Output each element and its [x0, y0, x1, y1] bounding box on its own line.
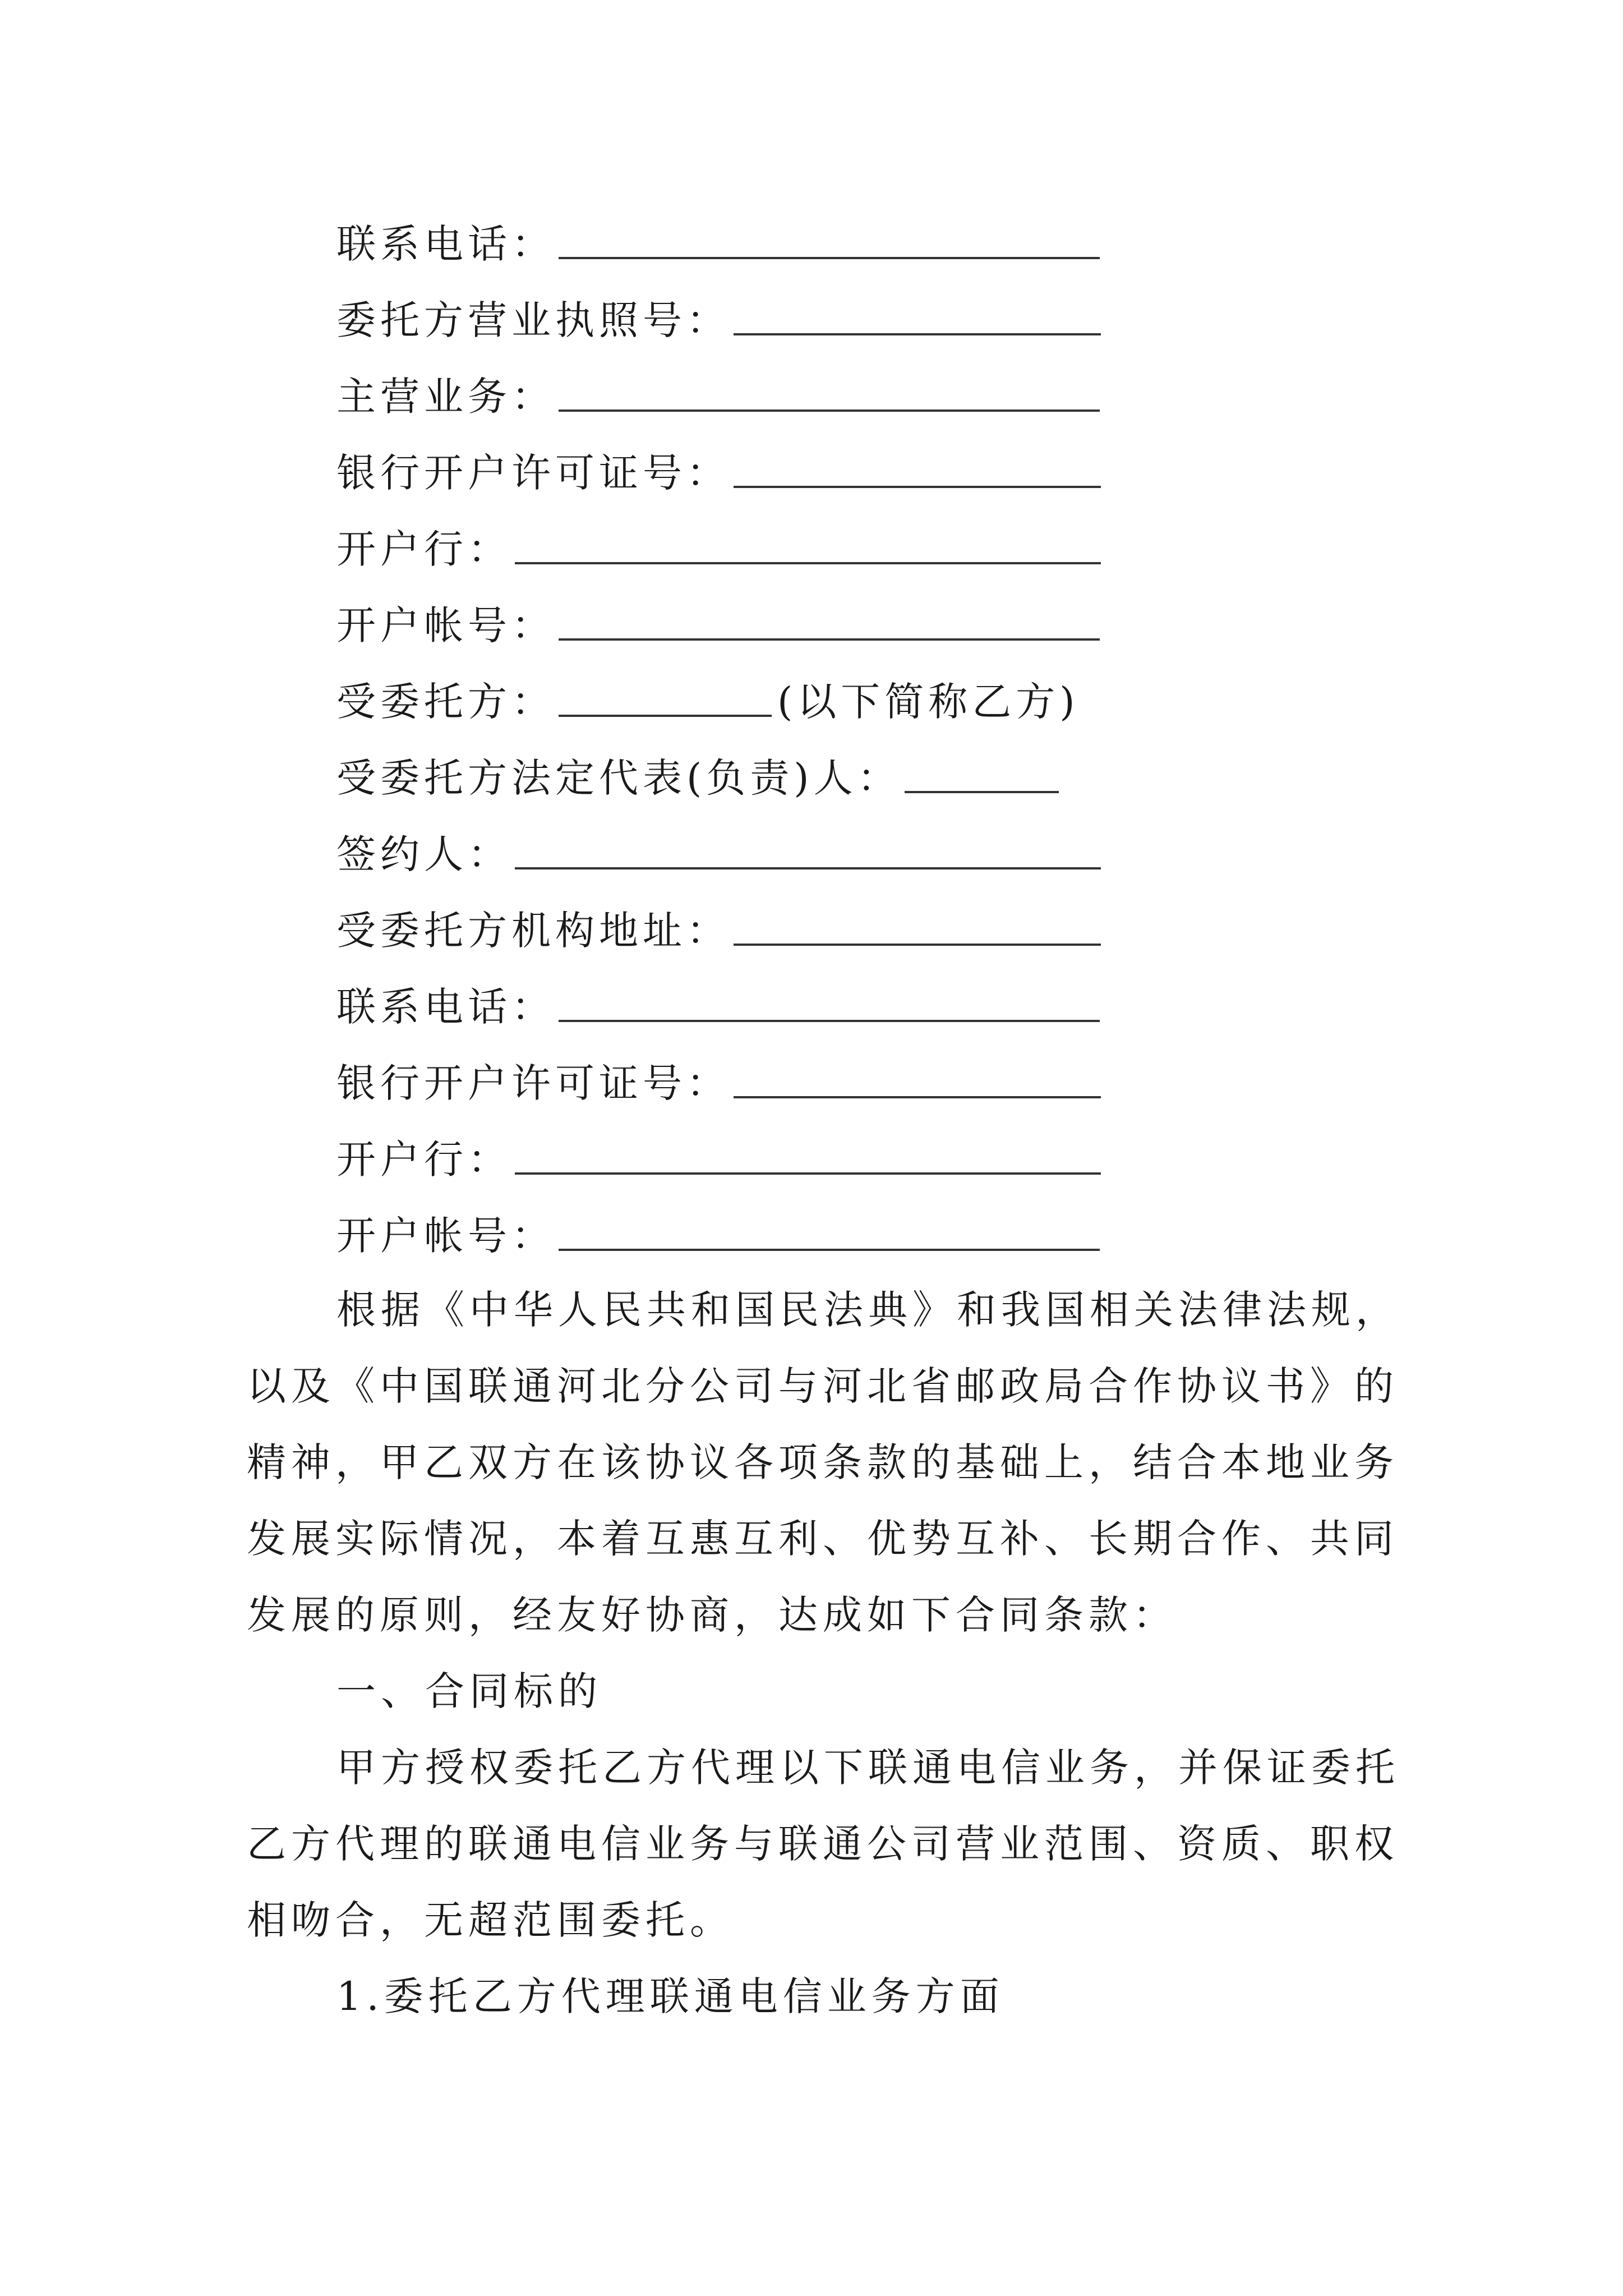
field-label: 联系电话： — [336, 984, 555, 1030]
fill-in-blank[interactable] — [559, 406, 1100, 412]
party-b-phone-field — [336, 970, 1100, 1030]
party-a-bank-permit-field — [336, 436, 1101, 496]
party-b-header-field — [336, 665, 1080, 725]
fill-in-blank[interactable] — [734, 940, 1101, 946]
fill-in-blank[interactable] — [515, 864, 1101, 869]
party-a-license-field — [336, 284, 1101, 343]
field-label: 受委托方： — [336, 679, 555, 725]
party-b-bank-field — [336, 1123, 1101, 1182]
field-label: 开户帐号： — [336, 602, 555, 648]
section-heading: 一、合同标的 — [336, 1668, 602, 1714]
fill-in-blank[interactable] — [559, 254, 1100, 259]
field-label: 签约人： — [336, 831, 511, 877]
section-body-line: 甲方授权委托乙方代理以下联通电信业务，并保证委托 — [336, 1745, 1400, 1791]
preamble-line: 以及《中国联通河北分公司与河北省邮政局合作协议书》的 — [247, 1363, 1399, 1409]
preamble-line: 发展实际情况，本着互惠互利、优势互补、长期合作、共同 — [247, 1516, 1399, 1562]
field-label: 开户帐号： — [336, 1213, 555, 1259]
field-label: 开户行： — [336, 526, 511, 572]
fill-in-blank[interactable] — [734, 330, 1101, 335]
field-label: 银行开户许可证号： — [336, 1060, 730, 1106]
preamble-line: 根据《中华人民共和国民法典》和我国相关法律法规， — [336, 1287, 1400, 1333]
party-b-signatory-field — [336, 818, 1101, 877]
fill-in-blank[interactable] — [734, 482, 1101, 488]
party-b-representative-field — [336, 742, 1059, 801]
field-label: 受委托方机构地址： — [336, 908, 730, 954]
party-a-account-field — [336, 589, 1100, 648]
party-a-phone-field — [336, 208, 1100, 267]
fill-in-blank[interactable] — [515, 1169, 1101, 1175]
field-label: 受委托方法定代表(负责)人： — [336, 755, 901, 801]
fill-in-blank[interactable] — [734, 1093, 1101, 1098]
fill-in-blank[interactable] — [559, 1016, 1100, 1022]
fill-in-blank[interactable] — [905, 788, 1059, 793]
party-b-account-field — [336, 1199, 1100, 1259]
preamble-line: 发展的原则，经友好协商，达成如下合同条款： — [247, 1592, 1177, 1638]
field-label: 委托方营业执照号： — [336, 297, 730, 343]
field-label: 开户行： — [336, 1137, 511, 1182]
party-b-address-field — [336, 894, 1101, 954]
party-b-alias: (以下简称乙方) — [777, 679, 1080, 725]
field-label: 银行开户许可证号： — [336, 450, 730, 496]
section-item: 1.委托乙方代理联通电信业务方面 — [336, 1973, 1004, 2019]
field-label: 联系电话： — [336, 221, 555, 267]
party-a-bank-field — [336, 513, 1101, 572]
fill-in-blank[interactable] — [559, 711, 772, 717]
fill-in-blank[interactable] — [515, 559, 1101, 564]
field-label: 主营业务： — [336, 374, 555, 420]
section-body-line: 乙方代理的联通电信业务与联通公司营业范围、资质、职权 — [247, 1821, 1399, 1867]
fill-in-blank[interactable] — [559, 635, 1100, 641]
section-body-line: 相吻合，无超范围委托。 — [247, 1897, 734, 1943]
party-a-business-field — [336, 360, 1100, 420]
party-b-bank-permit-field — [336, 1047, 1101, 1106]
fill-in-blank[interactable] — [559, 1245, 1100, 1251]
preamble-line: 精神，甲乙双方在该协议各项条款的基础上，结合本地业务 — [247, 1439, 1399, 1485]
